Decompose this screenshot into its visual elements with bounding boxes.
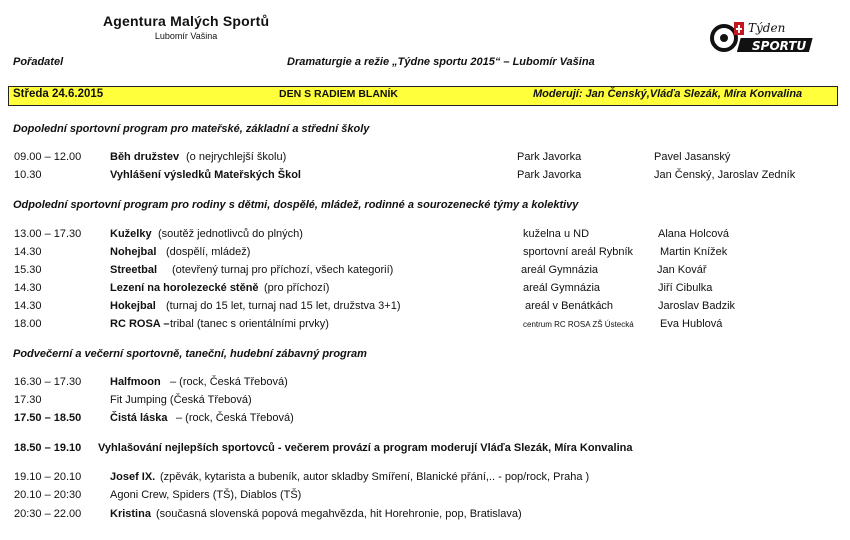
row-activity: Běh družstev — [110, 151, 180, 163]
table-row — [0, 489, 850, 505]
row-time: 10.30 — [14, 169, 42, 181]
row-person: Jiří Cibulka — [658, 282, 713, 294]
row-activity: Vyhlášení výsledků Mateřských Škol — [110, 169, 301, 181]
row-time: 17.30 — [14, 394, 42, 406]
row-person: Pavel Jasanský — [654, 151, 731, 163]
row-time: 09.00 – 12.00 — [14, 151, 82, 163]
row-description: – (rock, Česká Třebová) — [170, 376, 288, 388]
table-row — [0, 169, 850, 185]
row-activity: Streetbal — [110, 264, 158, 276]
row-activity: Hokejbal — [110, 300, 156, 312]
row-time: 14.30 — [14, 300, 42, 312]
row-description: (současná slovenská popová megahvězda, hit Horehronie, pop, Bratislava) — [156, 508, 522, 520]
svg-text:Týden: Týden — [748, 21, 786, 35]
row-place: Park Javorka — [517, 169, 582, 181]
row-time: 14.30 — [14, 282, 42, 294]
table-row — [0, 471, 850, 487]
row-time: 13.00 – 17.30 — [14, 228, 82, 240]
row-description: – (rock, Česká Třebová) — [176, 412, 294, 424]
row-description: tribal (tanec s orientálními prvky) — [170, 318, 329, 330]
announcement-text: Vyhlašování nejlepších sportovců - večerem provází a program moderují Vláďa Slezák, Míra Konvalina — [98, 442, 633, 454]
row-activity: Kuželky — [110, 228, 152, 240]
table-row — [0, 228, 850, 244]
dramaturgy-line: Dramaturgie a režie „Týdne sportu 2015“ – Lubomír Vašina — [287, 56, 595, 68]
day-date: Středa 24.6.2015 — [13, 88, 104, 100]
row-activity: Josef IX. — [110, 471, 156, 483]
row-activity: RC ROSA – — [110, 318, 170, 330]
row-person: Alana Holcová — [658, 228, 729, 240]
table-row — [0, 300, 850, 316]
tyden-sportu-logo — [708, 18, 823, 63]
row-place: Park Javorka — [517, 151, 582, 163]
row-time: 17.50 – 18.50 — [14, 412, 82, 424]
table-row — [0, 282, 850, 298]
table-row — [0, 318, 850, 334]
row-activity: Kristina — [110, 508, 151, 520]
row-time: 16.30 – 17.30 — [14, 376, 82, 388]
row-time: 14.30 — [14, 246, 42, 258]
table-row — [0, 412, 850, 428]
agency-logo-subtitle: Lubomír Vašina — [154, 31, 218, 41]
row-time: 19.10 – 20.10 — [14, 471, 82, 483]
agency-logo-title: Agentura Malých Sportů — [103, 13, 270, 29]
announcement-time: 18.50 – 19.10 — [14, 442, 82, 454]
row-person: Jaroslav Badzik — [658, 300, 736, 312]
table-row — [0, 376, 850, 392]
row-person: Martin Knížek — [660, 246, 728, 258]
row-activity: Nohejbal — [110, 246, 157, 258]
table-row — [0, 264, 850, 280]
day-moderators: Moderují: Jan Čenský,Vláďa Slezák, Míra Konvalina — [533, 88, 803, 100]
row-activity: Lezení na horolezecké stěně — [110, 282, 259, 294]
row-time: 18.00 — [14, 318, 42, 330]
tyden-sportu-logo-graphic — [708, 18, 823, 60]
row-place: kuželna u ND — [523, 228, 590, 240]
svg-text:SPORTU: SPORTU — [752, 39, 807, 53]
row-description: Fit Jumping (Česká Třebová) — [110, 394, 252, 406]
row-description: (soutěž jednotlivců do plných) — [158, 228, 303, 240]
table-row — [0, 151, 850, 167]
row-description: (zpěvák, kytarista a bubeník, autor skladby Smíření, Blanické přání,.. - pop/rock, Praha ) — [160, 471, 590, 483]
organizer-label: Pořadatel — [13, 56, 64, 68]
table-row — [0, 394, 850, 410]
row-description: (turnaj do 15 let, turnaj nad 15 let, družstva 3+1) — [166, 300, 401, 312]
row-place: areál Gymnázia — [521, 264, 599, 276]
row-person: Jan Čenský, Jaroslav Zedník — [654, 169, 796, 181]
row-place: areál Gymnázia — [523, 282, 601, 294]
row-description: (pro příchozí) — [264, 282, 330, 294]
day-header-band — [8, 86, 838, 106]
morning-section-heading: Dopolední sportovní program pro mateřské, základní a střední školy — [13, 123, 370, 135]
row-activity: Halfmoon — [110, 376, 161, 388]
row-time: 20.10 – 20:30 — [14, 489, 82, 501]
afternoon-section-heading: Odpolední sportovní program pro rodiny s dětmi, dospělé, mládež, rodinné a sourozenecké týmy a kolektivy — [13, 199, 579, 211]
row-person: Jan Kovář — [657, 264, 707, 276]
row-place: sportovní areál Rybník — [523, 246, 634, 258]
row-place: areál v Benátkách — [525, 300, 614, 312]
row-time: 20:30 – 22.00 — [14, 508, 82, 520]
row-description: (o nejrychlejší školu) — [186, 151, 287, 163]
table-row — [0, 508, 850, 524]
row-place: centrum RC ROSA ZŠ Ústecká — [523, 320, 634, 329]
announcement-row — [0, 442, 850, 458]
row-person: Eva Hublová — [660, 318, 723, 330]
row-description: Agoni Crew, Spiders (TŠ), Diablos (TŠ) — [110, 489, 302, 501]
evening-section-heading: Podvečerní a večerní sportovně, taneční, hudební zábavný program — [13, 348, 367, 360]
day-title: DEN S RADIEM BLANÍK — [279, 88, 399, 100]
row-description: (otevřený turnaj pro příchozí, všech kategorií) — [172, 264, 394, 276]
row-description: (dospělí, mládež) — [166, 246, 251, 258]
table-row — [0, 246, 850, 262]
agency-logo — [103, 13, 269, 41]
row-time: 15.30 — [14, 264, 42, 276]
row-activity: Čistá láska — [110, 412, 168, 424]
